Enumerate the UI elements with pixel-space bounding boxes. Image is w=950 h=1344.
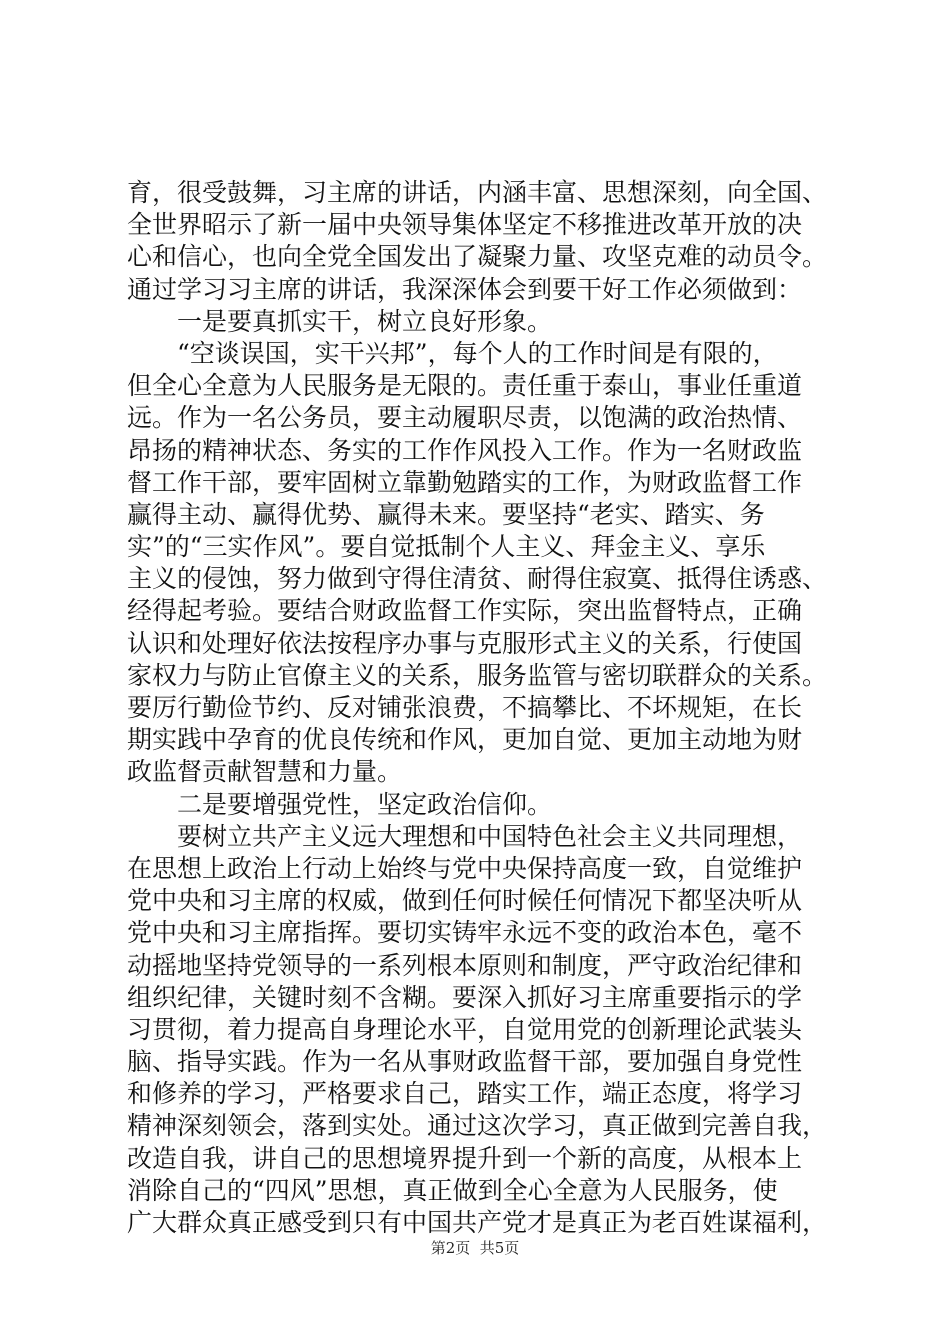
text-line: 期实践中孕育的优良传统和作风，更加自觉、更加主动地为财: [127, 725, 803, 755]
text-line: 政监督贡献智慧和力量。: [127, 757, 403, 787]
text-line: 要厉行勤俭节约、反对铺张浪费，不搞攀比、不坏规矩，在长: [127, 693, 803, 722]
text-line: 和修养的学习，严格要求自己，踏实工作，端正态度，将学习: [127, 1079, 803, 1109]
text-line: 在思想上政治上行动上始终与党中央保持高度一致，自觉维护: [127, 853, 803, 883]
text-line: 党中央和习主席指挥。要切实铸牢永远不变的政治本色，毫不: [127, 918, 803, 948]
text-line: 二是要增强党性，坚定政治信仰。: [127, 789, 553, 819]
text-line: 全世界昭示了新一届中央领导集体坚定不移推进改革开放的决: [127, 210, 803, 240]
text-line: 赢得主动、赢得优势、赢得未来。要坚持“老实、踏实、务: [127, 499, 765, 529]
text-line: 一是要真抓实干，树立良好形象。: [127, 306, 553, 336]
text-line: 远。作为一名公务员，要主动履职尽责，以饱满的政治热情、: [127, 403, 803, 433]
text-line: 习贯彻，着力提高自身理论水平，自觉用党的创新理论武装头: [127, 1014, 803, 1044]
text-line: 党中央和习主席的权威，做到任何时候任何情况下都坚决听从: [127, 886, 803, 916]
text-line: 消除自己的“四风”思想，真正做到全心全意为人民服务，使: [127, 1175, 778, 1205]
text-line: 通过学习习主席的讲话，我深深体会到要干好工作必须做到：: [127, 274, 803, 304]
text-line: 动摇地坚持党领导的一系列根本原则和制度，严守政治纪律和: [127, 950, 803, 980]
text-line: 育，很受鼓舞，习主席的讲话，内涵丰富、思想深刻，向全国、: [127, 178, 828, 207]
text-line: 但全心全意为人民服务是无限的。责任重于泰山，事业任重道: [127, 371, 803, 401]
text-line: 督工作干部，要牢固树立靠勤勉踏实的工作，为财政监督工作: [127, 467, 803, 497]
document-body: [127, 177, 839, 1239]
text-line: 昂扬的精神状态、务实的工作作风投入工作。作为一名财政监: [127, 435, 803, 465]
page-number: 第2页 共5页: [430, 1239, 520, 1257]
text-line: “空谈误国，实干兴邦”，每个人的工作时间是有限的，: [127, 338, 778, 368]
text-line: 广大群众真正感受到只有中国共产党才是真正为老百姓谋福利，: [127, 1208, 828, 1237]
text-line: 认识和处理好依法按程序办事与克服形式主义的关系，行使国: [127, 628, 803, 658]
text-line: 家权力与防止官僚主义的关系，服务监管与密切联群众的关系。: [127, 660, 828, 690]
text-line: 要树立共产主义远大理想和中国特色社会主义共同理想，: [127, 821, 803, 851]
page-footer: [0, 1238, 950, 1258]
text-line: 组织纪律，关键时刻不含糊。要深入抓好习主席重要指示的学: [127, 982, 803, 1012]
text-line: 改造自我，讲自己的思想境界提升到一个新的高度，从根本上: [127, 1143, 803, 1173]
text-line: 精神深刻领会，落到实处。通过这次学习，真正做到完善自我，: [127, 1111, 828, 1141]
text-line: 经得起考验。要结合财政监督工作实际，突出监督特点，正确: [127, 596, 803, 626]
text-line: 实”的“三实作风”。要自觉抵制个人主义、拜金主义、享乐: [127, 532, 766, 562]
text-line: 脑、指导实践。作为一名从事财政监督干部，要加强自身党性: [127, 1047, 803, 1077]
text-line: 心和信心，也向全党全国发出了凝聚力量、攻坚克难的动员令。: [127, 242, 828, 272]
text-line: 主义的侵蚀，努力做到守得住清贫、耐得住寂寞、抵得住诱惑、: [127, 564, 828, 594]
